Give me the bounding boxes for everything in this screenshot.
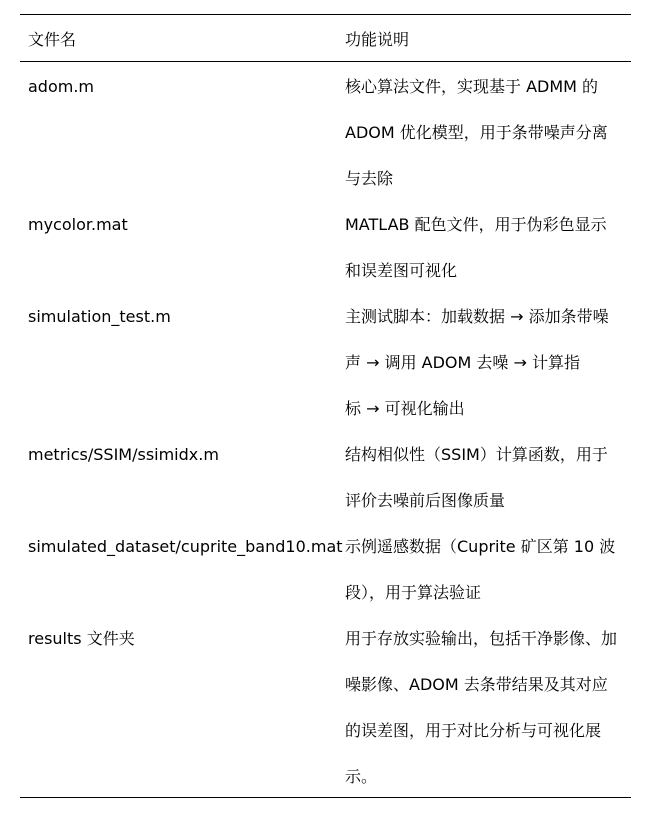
table-row bbox=[20, 614, 631, 797]
description-line: 结构相似性（SSIM）计算函数，用于 bbox=[345, 445, 608, 464]
row-filename: mycolor.mat bbox=[28, 215, 128, 234]
description-line: 示例遥感数据（Cuprite 矿区第 10 波 bbox=[345, 537, 616, 556]
row-description bbox=[345, 202, 627, 294]
row-description bbox=[345, 524, 627, 616]
description-line: 示。 bbox=[345, 767, 378, 786]
description-line: 与去除 bbox=[345, 169, 394, 188]
description-line: 标 → 可视化输出 bbox=[345, 399, 465, 418]
description-line: 用于存放实验输出，包括干净影像、加 bbox=[345, 629, 618, 648]
description-line: 主测试脚本：加载数据 → 添加条带噪 bbox=[345, 307, 609, 326]
description-line: MATLAB 配色文件，用于伪彩色显示 bbox=[345, 215, 607, 234]
row-description bbox=[345, 616, 627, 800]
description-line: 噪影像、ADOM 去条带结果及其对应 bbox=[345, 675, 608, 694]
header-description: 功能说明 bbox=[345, 30, 410, 49]
table-row bbox=[20, 522, 631, 614]
table-row bbox=[20, 200, 631, 292]
description-line: 评价去噪前后图像质量 bbox=[345, 491, 506, 510]
row-filename: metrics/SSIM/ssimidx.m bbox=[28, 445, 219, 464]
row-filename: simulation_test.m bbox=[28, 307, 171, 326]
file-description-table bbox=[20, 14, 631, 798]
row-filename: results 文件夹 bbox=[28, 629, 135, 648]
row-filename: adom.m bbox=[28, 77, 95, 96]
row-description bbox=[345, 64, 627, 202]
table-header-row bbox=[20, 15, 631, 62]
row-description bbox=[345, 294, 627, 432]
description-line: 核心算法文件，实现基于 ADMM 的 bbox=[345, 77, 599, 96]
description-line: 段），用于算法验证 bbox=[345, 583, 482, 602]
row-description bbox=[345, 432, 627, 524]
table-row bbox=[20, 62, 631, 200]
header-filename: 文件名 bbox=[28, 30, 77, 49]
table-row bbox=[20, 430, 631, 522]
description-line: ADOM 优化模型，用于条带噪声分离 bbox=[345, 123, 608, 142]
description-line: 的误差图，用于对比分析与可视化展 bbox=[345, 721, 602, 740]
description-line: 和误差图可视化 bbox=[345, 261, 458, 280]
table-row bbox=[20, 292, 631, 430]
description-line: 声 → 调用 ADOM 去噪 → 计算指 bbox=[345, 353, 580, 372]
row-filename: simulated_dataset/cuprite_band10.mat bbox=[28, 537, 343, 556]
